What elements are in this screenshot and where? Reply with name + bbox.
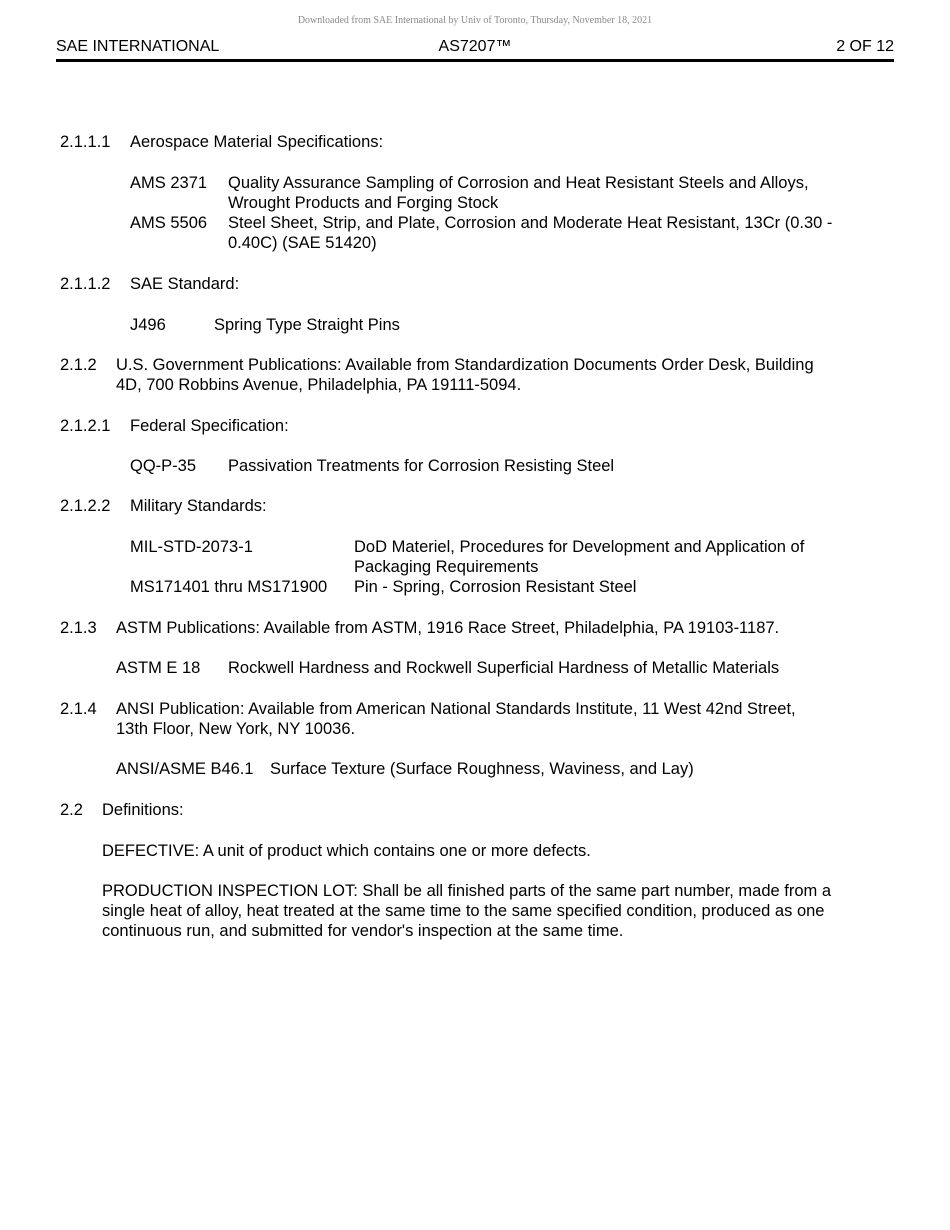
section-title-2-1-2-2: Military Standards:	[130, 497, 267, 515]
reference-code: QQ-P-35	[130, 457, 197, 475]
section-number-2-1-2: 2.1.2	[60, 356, 97, 374]
reference-title: Rockwell Hardness and Rockwell Superficial Hardness of Metallic Materials	[228, 659, 780, 677]
download-watermark: Downloaded from SAE International by Univ of Toronto, Thursday, November 18, 2021	[297, 15, 653, 26]
reference-title: Pin - Spring, Corrosion Resistant Steel	[354, 578, 637, 596]
reference-code: AMS 2371	[130, 174, 208, 192]
section-number-2-1-2-1: 2.1.2.1	[60, 417, 111, 435]
reference-code: MS171401 thru MS171900	[130, 578, 328, 596]
reference-title: Passivation Treatments for Corrosion Resisting Steel	[228, 457, 615, 475]
section-number-2-1-3: 2.1.3	[60, 619, 97, 637]
header-rule	[56, 59, 894, 62]
definition-defective: DEFECTIVE: A unit of product which contains one or more defects.	[102, 842, 591, 860]
section-title-2-2: Definitions:	[102, 801, 184, 819]
section-number-2-2: 2.2	[60, 801, 83, 819]
section-text-2-1-4-continued: 13th Floor, New York, NY 10036.	[116, 720, 356, 738]
definition-production-lot: PRODUCTION INSPECTION LOT: Shall be all finished parts of the same part number, made from a	[102, 882, 832, 900]
reference-code: ASTM E 18	[116, 659, 201, 677]
reference-title-continued: Wrought Products and Forging Stock	[228, 194, 499, 212]
reference-title: DoD Materiel, Procedures for Development and Application of	[354, 538, 805, 556]
reference-title: Steel Sheet, Strip, and Plate, Corrosion and Moderate Heat Resistant, 13Cr (0.30 -	[228, 214, 833, 232]
reference-title: Surface Texture (Surface Roughness, Waviness, and Lay)	[270, 760, 694, 778]
section-text-2-1-4: ANSI Publication: Available from American National Standards Institute, 11 West 42nd Street,	[116, 700, 796, 718]
section-number-2-1-1-2: 2.1.1.2	[60, 275, 111, 293]
section-number-2-1-4: 2.1.4	[60, 700, 97, 718]
reference-title-continued: Packaging Requirements	[354, 558, 539, 576]
section-number-2-1-2-2: 2.1.2.2	[60, 497, 111, 515]
reference-title: Spring Type Straight Pins	[214, 316, 400, 334]
section-number-2-1-1-1: 2.1.1.1	[60, 133, 111, 151]
reference-code: ANSI/ASME B46.1	[116, 760, 254, 778]
section-title-2-1-2-1: Federal Specification:	[130, 417, 289, 435]
reference-code: AMS 5506	[130, 214, 208, 232]
header-organization: SAE INTERNATIONAL	[56, 38, 220, 55]
definition-production-lot-continued: continuous run, and submitted for vendor's inspection at the same time.	[102, 922, 624, 940]
header-page-number: 2 OF 12	[836, 38, 894, 55]
reference-title: Quality Assurance Sampling of Corrosion and Heat Resistant Steels and Alloys,	[228, 174, 809, 192]
section-title-2-1-1-1: Aerospace Material Specifications:	[130, 133, 384, 151]
section-text-2-1-3: ASTM Publications: Available from ASTM, 1916 Race Street, Philadelphia, PA 19103-1187.	[116, 619, 780, 637]
section-text-2-1-2: U.S. Government Publications: Available from Standardization Documents Order Desk, Building	[116, 356, 814, 374]
reference-code: MIL-STD-2073-1	[130, 538, 253, 556]
definition-production-lot-continued: single heat of alloy, heat treated at the same time to the same specified condition, produced as one	[102, 902, 825, 920]
section-title-2-1-1-2: SAE Standard:	[130, 275, 240, 293]
header-document-number: AS7207™	[438, 38, 512, 55]
reference-code: J496	[130, 316, 166, 334]
section-text-2-1-2-continued: 4D, 700 Robbins Avenue, Philadelphia, PA 19111-5094.	[116, 376, 522, 394]
reference-title-continued: 0.40C) (SAE 51420)	[228, 234, 377, 252]
